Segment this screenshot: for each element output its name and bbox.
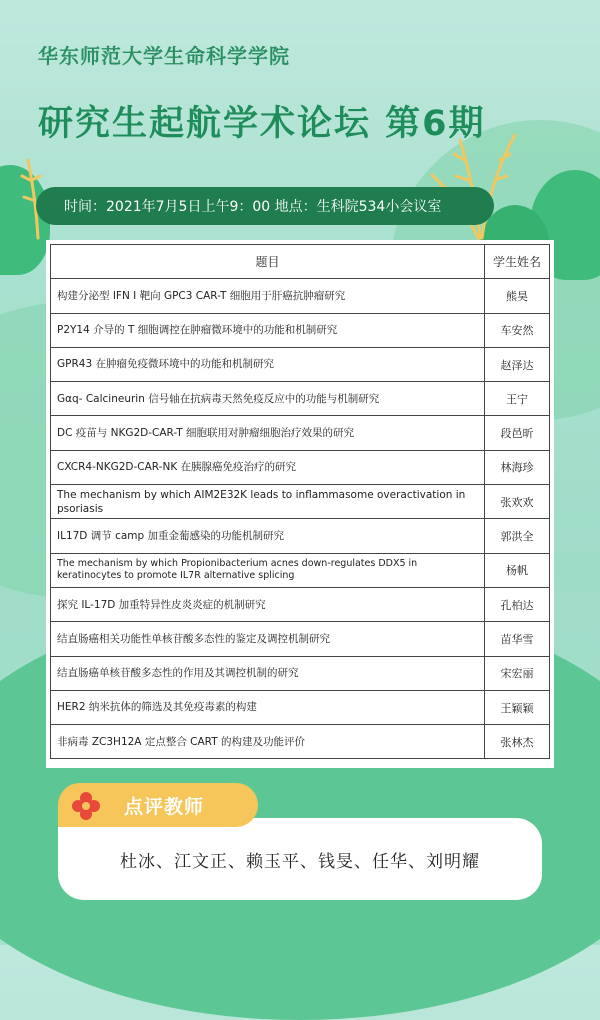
student-name-cell: 杨帆 (485, 553, 550, 587)
student-name-cell: 熊昊 (485, 279, 550, 313)
flower-icon (70, 790, 102, 822)
student-name-cell: 段邑昕 (485, 416, 550, 450)
schedule-table (50, 244, 550, 759)
table-row (51, 553, 550, 587)
student-name-cell: 林海珍 (485, 450, 550, 484)
student-name-cell: 孔柏达 (485, 587, 550, 621)
table-row (51, 725, 550, 759)
topic-cell: 结直肠癌相关功能性单核苷酸多态性的鉴定及调控机制研究 (51, 622, 485, 656)
column-header-topic: 题目 (51, 245, 485, 279)
topic-cell: IL17D 调节 camp 加重金葡感染的功能机制研究 (51, 519, 485, 553)
table-row (51, 485, 550, 519)
student-name-cell: 车安然 (485, 313, 550, 347)
table-row (51, 656, 550, 690)
topic-cell: CXCR4-NKG2D-CAR-NK 在胰腺癌免疫治疗的研究 (51, 450, 485, 484)
topic-cell: 结直肠癌单核苷酸多态性的作用及其调控机制的研究 (51, 656, 485, 690)
topic-cell: 探究 IL-17D 加重特异性皮炎炎症的机制研究 (51, 587, 485, 621)
reviewer-section-tab (58, 783, 258, 827)
topic-cell: Gαq- Calcineurin 信号轴在抗病毒天然免疫反应中的功能与机制研究 (51, 382, 485, 416)
table-row (51, 690, 550, 724)
student-name-cell: 王颖颖 (485, 690, 550, 724)
table-row (51, 519, 550, 553)
topic-cell: HER2 纳米抗体的筛选及其免疫毒素的构建 (51, 690, 485, 724)
table-row (51, 313, 550, 347)
topic-cell: 非病毒 ZC3H12A 定点整合 CART 的构建及功能评价 (51, 725, 485, 759)
student-name-cell: 王宁 (485, 382, 550, 416)
time-location-bar (36, 187, 494, 225)
student-name-cell: 郭洪全 (485, 519, 550, 553)
reviewer-names-box (58, 818, 542, 900)
topic-cell: GPR43 在肿瘤免疫微环境中的功能和机制研究 (51, 347, 485, 381)
topic-cell: P2Y14 介导的 T 细胞调控在肿瘤微环境中的功能和机制研究 (51, 313, 485, 347)
school-name: 华东师范大学生命科学学院 (38, 44, 290, 68)
table-header-row (51, 245, 550, 279)
table-row (51, 587, 550, 621)
topic-cell: DC 疫苗与 NKG2D-CAR-T 细胞联用对肿瘤细胞治疗效果的研究 (51, 416, 485, 450)
student-name-cell: 张欢欢 (485, 485, 550, 519)
page-title: 研究生起航学术论坛 第6期 (38, 104, 486, 144)
table-row (51, 347, 550, 381)
student-name-cell: 宋宏丽 (485, 656, 550, 690)
student-name-cell: 赵泽达 (485, 347, 550, 381)
topic-cell: The mechanism by which Propionibacterium acnes down-regulates DDX5 in keratinocytes to promote IL7R alternative splicing (51, 553, 485, 587)
topic-cell: 构建分泌型 IFN I 靶向 GPC3 CAR-T 细胞用于肝癌抗肿瘤研究 (51, 279, 485, 313)
table-row (51, 416, 550, 450)
table-row (51, 622, 550, 656)
table-row (51, 279, 550, 313)
table-row (51, 382, 550, 416)
student-name-cell: 苗华雪 (485, 622, 550, 656)
reviewer-section-label: 点评教师 (124, 796, 205, 818)
table-row (51, 450, 550, 484)
column-header-student: 学生姓名 (485, 245, 550, 279)
topic-cell: The mechanism by which AIM2E32K leads to inflammasome overactivation in psoriasis (51, 485, 485, 519)
reviewer-names: 杜冰、江文正、赖玉平、钱旻、任华、刘明耀 (120, 851, 480, 872)
time-location-text: 时间：2021年7月5日上午9：00 地点：生科院534小会议室 (64, 199, 442, 215)
schedule-table-card (46, 240, 554, 768)
student-name-cell: 张林杰 (485, 725, 550, 759)
